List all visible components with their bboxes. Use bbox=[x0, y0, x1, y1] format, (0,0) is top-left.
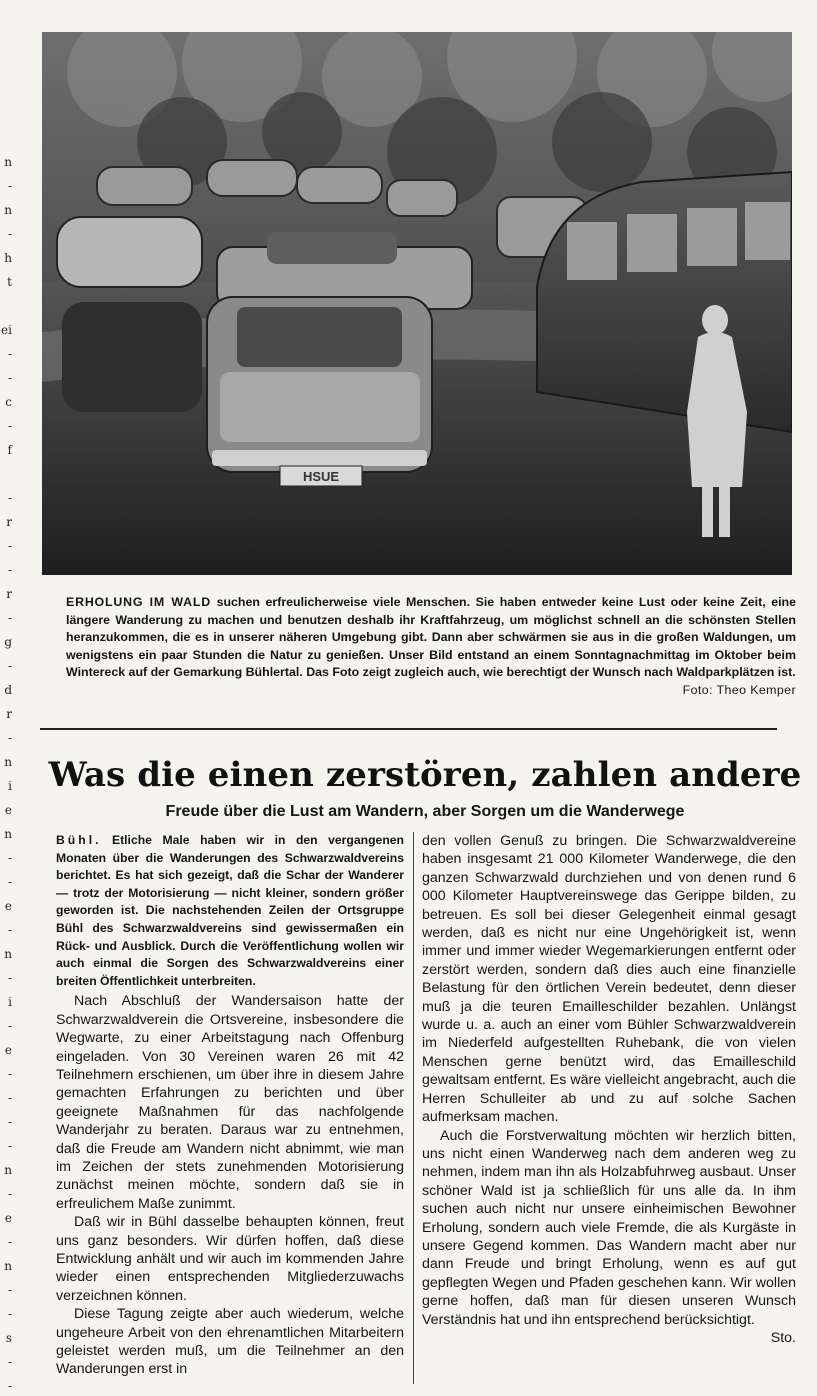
edge-strip-fragment: - bbox=[7, 419, 12, 433]
caption-text: suchen erfreulicherweise viele Menschen. Sie haben entweder keine Lust oder keine Zeit, eine längere Wanderung zu machen und benutzen deshalb ihr Kraftfahrzeug, um möglichst schnell an die schönsten Stellen heranzukommen, die es in unserer näheren Umgebung gibt. Dann aber schwärmen sie aus in die großen Waldungen, um wenigstens ein paar Stunden die Natur zu genießen. Unser Bild entstand an einem Sonntagnachmittag im Oktober beim Wintereck auf der Gemarkung Bühlertal. Das Foto zeigt zugleich auch, wie berechtigt der Wunsch nach Waldparkplätzen ist. bbox=[66, 595, 796, 680]
article-column-right bbox=[422, 832, 796, 1347]
article-paragraph-text: Auch die Forstverwaltung möchten wir herzlich bitten, uns nicht einen Wanderweg nach dem anderen weg zu nehmen, indem man ihn als Holzabfuhrweg ausbaut. Unser schöner Wald ist ja schließlich für uns alle da. In ihm suchen auch nicht nur unsere einheimischen Bewohner Erholung, sondern auch viele Fremde, die als Kurgäste in unsere Gegend kommen. Das Wandern macht aber nur dann Freude und bringt Erholung, wenn es auf gut gepflegten Wegen und Pfaden geschehen kann. Wir wollen gerne hoffen, daß man für diesen unseren Wunsch Verständnis hat und ihn entsprechend berücksichtigt. bbox=[422, 1127, 796, 1328]
article-headline: Was die einen zerstören, zahlen andere bbox=[48, 755, 802, 795]
edge-strip-fragment: r bbox=[6, 587, 12, 601]
edge-strip-fragment: i bbox=[8, 779, 12, 793]
edge-strip-fragment: n bbox=[4, 827, 12, 841]
article-intro bbox=[56, 832, 404, 990]
edge-strip-fragment: - bbox=[7, 1019, 12, 1033]
edge-strip-fragment: n bbox=[4, 947, 12, 961]
edge-strip-fragment: e bbox=[4, 1211, 12, 1225]
article-column-left bbox=[56, 832, 404, 1379]
edge-strip-fragment: - bbox=[7, 923, 12, 937]
edge-strip-fragment bbox=[0, 462, 12, 486]
edge-strip-fragment: - bbox=[7, 1307, 12, 1321]
license-plate-text: HSUE bbox=[302, 469, 340, 484]
edge-strip-fragment bbox=[0, 294, 12, 318]
photo-illustration bbox=[42, 32, 792, 575]
edge-strip-fragment: - bbox=[7, 971, 12, 985]
edge-strip-fragment: t bbox=[7, 275, 12, 289]
edge-strip-fragment: g bbox=[4, 635, 12, 649]
edge-strip-fragment: - bbox=[7, 563, 12, 577]
edge-strip-fragment: e bbox=[4, 803, 12, 817]
edge-strip-fragment: - bbox=[7, 1139, 12, 1153]
section-divider bbox=[40, 728, 777, 730]
edge-strip-fragment: - bbox=[7, 371, 12, 385]
edge-strip-fragment: n bbox=[4, 155, 12, 169]
edge-strip-fragment: - bbox=[7, 851, 12, 865]
edge-strip-fragment: c bbox=[5, 395, 12, 409]
article-dateline: Bühl. bbox=[56, 833, 102, 847]
article-paragraph: Diese Tagung zeigte aber auch wiederum, welche ungeheure Arbeit von den ehrenamtlichen Mitarbeitern geleistet werden muß, um die Teilnehmer an den Wanderungen erst in bbox=[56, 1306, 404, 1378]
edge-strip-fragment: - bbox=[7, 347, 12, 361]
forest-parking-photo bbox=[42, 32, 792, 575]
edge-strip-fragment: - bbox=[7, 659, 12, 673]
article-paragraph-continued: den vollen Genuß zu bringen. Die Schwarzwaldvereine haben insgesamt 21 000 Kilometer Wanderwege, die den ganzen Schwarzwald durchziehen und von denen rund 6 000 Kilometer Hauptvereinswege das Gerippe bilden, zu betreuen. Es soll bei dieser Gelegenheit einmal gesagt werden, daß es nicht nur eine Ungehörigkeit ist, wenn immer und immer wieder Wegemarkierungen entfernt oder zerstört werden, sondern daß dies auch eine finanzielle Belastung für den örtlichen Verein bedeutet, denn dieser muß ja die teuren Emailleschilder bezahlen. Unlängst wurde u. a. auch an einer vom Bühler Schwarzwaldverein im Niederfeld aufgestellten Ruhebank, die von vielen Menschen gerne benützt wird, das Emailleschild gewaltsam entfernt. Es wäre vielleicht angebracht, auch die Herren Schulleiter ab und zu auf solche Sachen aufmerksam machen. bbox=[422, 833, 796, 1126]
article-author: Sto. bbox=[770, 1329, 796, 1346]
edge-strip-fragment: - bbox=[7, 1379, 12, 1390]
edge-strip-fragment: - bbox=[7, 179, 12, 193]
edge-strip-fragment: n bbox=[4, 1259, 12, 1273]
edge-strip-fragment: - bbox=[7, 875, 12, 889]
column-divider bbox=[413, 832, 414, 1384]
edge-strip-fragment: r bbox=[6, 707, 12, 721]
edge-strip-fragment: - bbox=[7, 491, 12, 505]
edge-strip-fragment: - bbox=[7, 1235, 12, 1249]
article-subheadline: Freude über die Lust am Wandern, aber Sorgen um die Wanderwege bbox=[165, 803, 685, 820]
edge-strip-fragment: n bbox=[4, 755, 12, 769]
edge-strip-fragment: - bbox=[7, 1355, 12, 1369]
edge-strip-fragment: - bbox=[7, 227, 12, 241]
edge-strip-fragment: r bbox=[6, 515, 12, 529]
photo-credit: Foto: Theo Kemper bbox=[682, 682, 796, 697]
edge-strip-fragment: n bbox=[4, 1163, 12, 1177]
photo-caption bbox=[66, 594, 796, 700]
edge-strip-fragment: e bbox=[4, 899, 12, 913]
edge-strip-fragment: d bbox=[4, 683, 12, 697]
edge-strip-fragment: - bbox=[7, 1187, 12, 1201]
edge-strip-fragment: - bbox=[7, 1115, 12, 1129]
edge-strip-fragment: s bbox=[5, 1331, 12, 1345]
edge-strip-fragment: ei bbox=[1, 323, 12, 337]
article-paragraph-last bbox=[422, 1127, 796, 1346]
edge-strip-fragment: - bbox=[7, 1283, 12, 1297]
edge-strip-fragment: h bbox=[4, 251, 12, 265]
edge-strip-fragment: - bbox=[7, 1091, 12, 1105]
edge-strip-fragment: i bbox=[8, 995, 12, 1009]
edge-strip-fragment: - bbox=[7, 731, 12, 745]
caption-lead: ERHOLUNG IM WALD bbox=[66, 595, 212, 609]
edge-strip-fragment: - bbox=[7, 1067, 12, 1081]
edge-strip-fragment: - bbox=[7, 611, 12, 625]
adjacent-column-fragment bbox=[0, 150, 14, 1390]
edge-strip-fragment: n bbox=[4, 203, 12, 217]
edge-strip-fragment: e bbox=[4, 1043, 12, 1057]
article-intro-text: Etliche Male haben wir in den vergangenen Monaten über die Wanderungen des Schwarzwaldvereins berichtet. Es hat sich gezeigt, daß die Schar der Wanderer — trotz der Motorisierung — nicht kleiner, sondern größer geworden ist. Die nachstehenden Zeilen der Ortsgruppe Bühl des Schwarzwaldvereins sind gewissermaßen ein Rück- und Ausblick. Durch die Veröffentlichung wollen wir auch einmal die Sorgen des Schwarzwaldvereins einer breiten Öffentlichkeit unterbreiten. bbox=[56, 833, 404, 988]
article-paragraph: Nach Abschluß der Wandersaison hatte der Schwarzwaldverein die Ortsvereine, insbesondere die Wegwarte, zu einer Arbeitstagung nach Offenburg eingeladen. Von 30 Vereinen waren 26 mit 42 Teilnehmern erschienen, um über ihre in diesem Jahre gemachten Erfahrungen zu berichten und über geeignete Maßnahmen für das nachfolgende Wanderjahr zu beraten. Daraus war zu entnehmen, daß die Freude am Wandern nicht abnimmt, wie man im Zeichen der stets zunehmenden Motorisierung zunächst meinen möchte, sondern daß sie in erfreulichem Maße zunimmt. bbox=[56, 993, 404, 1212]
article-paragraph: Daß wir in Bühl dasselbe behaupten können, freut uns ganz besonders. Wir dürfen hoffen, daß diese Entwicklung anhält und wir auch im kommenden Jahre wieder einen entsprechenden Mitgliederzuwachs verzeichnen können. bbox=[56, 1214, 404, 1304]
edge-strip-fragment: - bbox=[7, 539, 12, 553]
edge-strip-fragment: f bbox=[7, 443, 12, 457]
